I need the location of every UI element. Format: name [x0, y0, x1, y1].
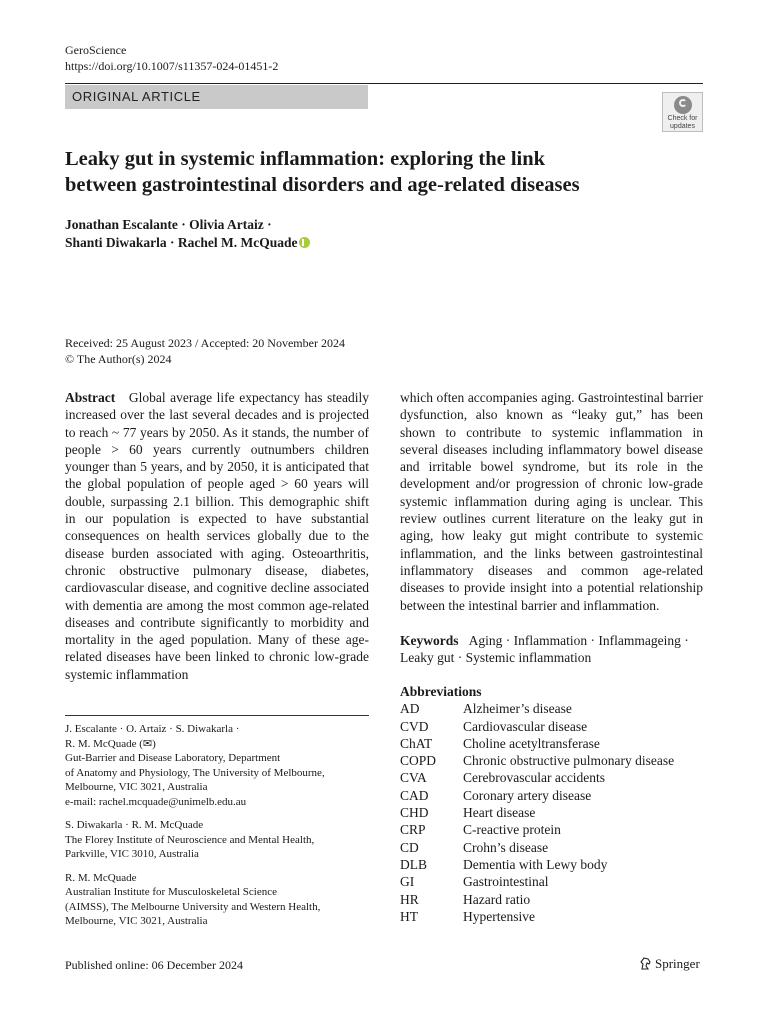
keywords-list: Aging · Inflammation · Inflammageing · Leaky gut · Systemic inflammation [400, 633, 689, 666]
author-list [65, 216, 565, 252]
abbreviation-code: GI [400, 874, 415, 890]
abbreviation-code: CRP [400, 822, 426, 838]
abbreviation-code: AD [400, 701, 420, 717]
abbreviation-row [400, 821, 703, 838]
abbreviation-meaning: Cardiovascular disease [463, 718, 588, 734]
keywords-heading: Keywords [400, 633, 459, 648]
affiliation-divider [65, 715, 369, 716]
title-line: Leaky gut in systemic inflammation: exploring the link [65, 148, 546, 170]
abstract-heading: Abstract [65, 390, 116, 405]
check-updates-label-1: Check for [667, 115, 698, 122]
abbreviation-code: CHD [400, 805, 429, 821]
authors-line: Shanti Diwakarla · Rachel M. McQuade [65, 235, 298, 250]
abbreviation-row [400, 787, 703, 804]
abbreviation-code: HT [400, 908, 418, 924]
abbreviation-row [400, 839, 703, 856]
orcid-icon[interactable] [299, 237, 310, 248]
received-accepted-dates: Received: 25 August 2023 / Accepted: 20 November 2024 [65, 336, 345, 350]
publisher-logo [640, 955, 700, 972]
abbreviation-row [400, 804, 703, 821]
affiliation-group [65, 722, 369, 809]
abbreviation-code: CAD [400, 787, 429, 803]
affiliation-line: of Anatomy and Physiology, The University of Melbourne, [65, 766, 325, 779]
publisher-name: Springer [655, 956, 700, 971]
author-email[interactable]: e-mail: rachel.mcquade@unimelb.edu.au [65, 795, 247, 808]
article-type-banner: ORIGINAL ARTICLE [65, 85, 368, 109]
abbreviation-code: CVA [400, 770, 427, 786]
abbreviation-row [400, 908, 703, 925]
keywords-section [400, 632, 703, 667]
header-rule [65, 83, 703, 84]
affiliation-line: (AIMSS), The Melbourne University and Western Health, [65, 900, 321, 913]
affiliation-line: Australian Institute for Musculoskeletal Science [65, 886, 277, 898]
article-title [65, 146, 665, 198]
published-online: Published online: 06 December 2024 [65, 958, 243, 972]
journal-header [65, 42, 705, 74]
abbreviation-meaning: Choline acetyltransferase [463, 735, 600, 751]
refresh-icon [674, 96, 692, 114]
abbreviation-code: HR [400, 891, 419, 907]
abbreviation-meaning: Alzheimer’s disease [463, 701, 572, 717]
springer-horse-icon [640, 957, 652, 970]
check-for-updates-button[interactable] [662, 92, 703, 132]
abbreviation-row [400, 891, 703, 908]
abbreviation-meaning: Coronary artery disease [463, 787, 592, 803]
abbreviation-meaning: C-reactive protein [463, 822, 561, 838]
abbreviation-row [400, 700, 703, 717]
abbreviations-heading: Abbreviations [400, 684, 482, 699]
abstract-left-column [65, 389, 369, 683]
publication-dates [65, 335, 465, 367]
affiliation-line: J. Escalante · O. Artaiz · S. Diwakarla · [65, 723, 240, 735]
abbreviation-meaning: Cerebrovascular accidents [463, 770, 606, 786]
abbreviation-meaning: Dementia with Lewy body [463, 856, 608, 872]
title-line: between gastrointestinal disorders and age-related diseases [65, 174, 580, 196]
affiliation-line: R. M. McQuade [65, 871, 137, 884]
affiliation-line: Gut-Barrier and Disease Laboratory, Department [65, 752, 281, 764]
abbreviation-meaning: Hazard ratio [463, 891, 531, 907]
copyright-notice: © The Author(s) 2024 [65, 352, 172, 366]
abbreviation-code: CVD [400, 718, 429, 734]
abbreviation-meaning: Heart disease [463, 805, 536, 821]
abbreviation-row [400, 735, 703, 752]
authors-line: Jonathan Escalante · Olivia Artaiz · [65, 217, 272, 232]
abbreviation-meaning: Chronic obstructive pulmonary disease [463, 753, 675, 769]
abbreviation-row [400, 856, 703, 873]
abbreviation-code: DLB [400, 856, 427, 872]
affiliation-line: The Florey Institute of Neuroscience and Mental Health, [65, 833, 315, 846]
affiliations [65, 722, 369, 938]
abbreviation-row [400, 769, 703, 786]
abbreviation-meaning: Hypertensive [463, 908, 535, 924]
abbreviations-list [400, 700, 703, 925]
affiliation-line: Parkville, VIC 3010, Australia [65, 848, 199, 860]
abbreviation-row [400, 873, 703, 890]
abbreviation-meaning: Crohn’s disease [463, 839, 549, 855]
abbreviation-row [400, 718, 703, 735]
abbreviation-meaning: Gastrointestinal [463, 874, 549, 890]
affiliation-group [65, 871, 369, 929]
check-updates-label-2: updates [670, 123, 695, 130]
doi-link[interactable]: https://doi.org/10.1007/s11357-024-01451-2 [65, 59, 279, 73]
abstract-right-column: which often accompanies aging. Gastrointestinal barrier dysfunction, also known as “leaky gut,” has been shown to contribute to systemic inflammation in several diseases including inflammatory bowel disease and irritable bowel syndrome, but its role in the development and/or progression of chronic low-grade systemic inflammation during aging is unclear. This review outlines current literature on the leaky gut in aging, how leaky gut might contribute to systemic inflammation, and the links between gastrointestinal inflammatory diseases and common age-related diseases to provide insight into a potential relationship between the intestinal barrier and inflammation. [400, 390, 703, 613]
abstract-text: Global average life expectancy has steadily increased over the last several decades and is projected to reach ~ 77 years by 2050. As it stands, the number of people > 60 years currently outnumbers children younger than 5 years, and by 2050, it is anticipated that the global population of people aged > 60 years will double, surpassing 2.1 billion. This demographic shift in our population is expected to have substantial consequences on health services globally due to the disease burden associated with aging. Osteoarthritis, chronic obstructive pulmonary disease, diabetes, cardiovascular disease, and cognitive decline associated with dementia are among the most common age-related diseases and contribute significantly to morbidity and mortality in the aged population. Many of these age-related diseases have been linked to chronic low-grade systemic inflammation [65, 390, 369, 682]
abbreviations-section [400, 683, 703, 925]
affiliation-line: Melbourne, VIC 3021, Australia [65, 915, 208, 927]
abbreviation-code: COPD [400, 753, 437, 769]
affiliation-line: R. M. McQuade (✉) [65, 737, 156, 750]
abbreviation-code: CD [400, 839, 419, 855]
abbreviation-code: ChAT [400, 735, 433, 751]
affiliation-line: S. Diwakarla · R. M. McQuade [65, 819, 204, 831]
affiliation-group [65, 818, 369, 862]
affiliation-line: Melbourne, VIC 3021, Australia [65, 781, 208, 793]
journal-name: GeroScience [65, 43, 127, 57]
abbreviation-row [400, 752, 703, 769]
